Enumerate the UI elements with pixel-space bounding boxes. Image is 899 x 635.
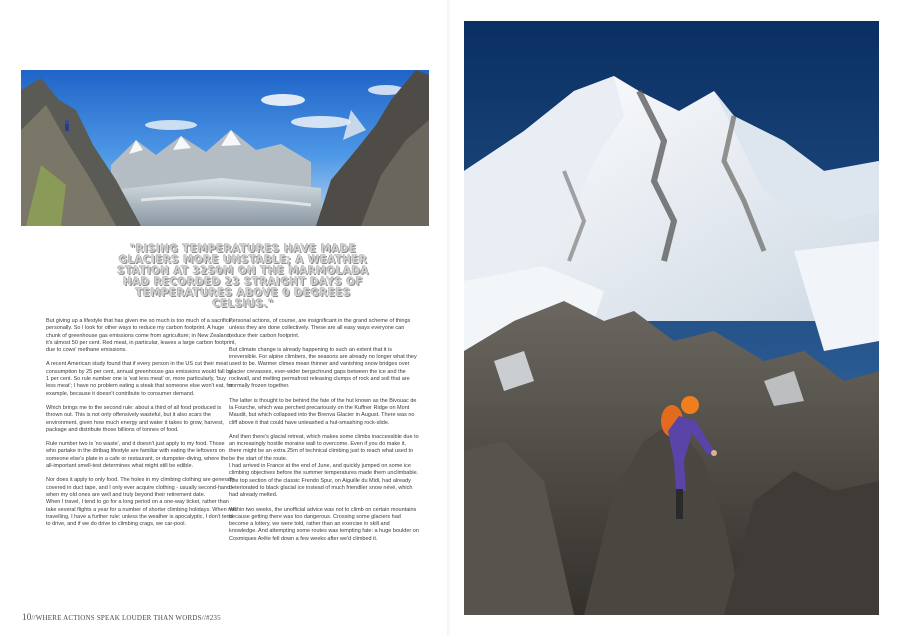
paragraph: And then there's glacial retreat, which makes some climbs inaccessible due to an increasingly hostile moraine wall to overcome. Even if you do make it, there might be an extra 25m of technical climbing just to reach what used to be the start of the route. xyxy=(229,433,419,462)
running-title: //WHERE ACTIONS SPEAK LOUDER THAN WORDS//#235 xyxy=(31,614,221,622)
article-column-left xyxy=(46,318,236,535)
paragraph: But climate change is already happening to such an extent that it is irreversible. For alpine climbers, the seasons are already no longer what they used to be. Warmer climes mean thinner and vanishing snow bridges over glacier crevasses, ever-wider bergschrund gaps between the ice and the rockwall, and melting permafrost releasing clumps of rock and soil that are normally frozen together. xyxy=(229,346,417,390)
paragraph: Which brings me to the second rule: about a third of all food produced is thrown out. This is not only offensively wasteful, but it also scars the environment, given how much energy and water it takes to grow, harvest, package and distribute those billions of tonnes of food. xyxy=(46,404,224,433)
page-footer xyxy=(22,612,221,622)
paragraph: I had arrived in France at the end of June, and quickly jumped on some ice climbing objectives before the summer temperatures made them unclimbable. The top section of the classic Frendo Spur, on Aiguille du Midi, had already deteriorated to black glacial ice instead of much friendlier snow névé, which had already melted. xyxy=(229,463,419,499)
paragraph: Rule number two is 'no waste', and it doesn't just apply to my food. Those who partake in the dirtbag lifestyle are familiar with eating the leftovers on someone else's plate in a cafe or restaurant, or dumpster-diving, where the all-important smell-test determines what might still be edible. xyxy=(46,441,229,470)
paragraph: Within two weeks, the unofficial advice was not to climb on certain mountains because getting there was too dangerous. Crossing some glaciers had become a lottery, we were told, rather than an exercise in skill and knowledge. And attempting some routes was tempting fate: a huge boulder on Cosmiques Arête fell down a few weeks after we'd climbed it. xyxy=(229,506,419,542)
article-column-right xyxy=(229,318,419,550)
pull-quote: "RISING TEMPERATURES HAVE MADE GLACIERS MORE UNSTABLE; A WEATHER STATION AT 3250M ON THE MARMOLADA HAD RECORDED 23 STRAIGHT DAYS OF TEMPERATURES ABOVE 0 DEGREES CELSIUS." xyxy=(117,243,369,310)
paragraph: When I travel, I tend to go for a long period on a one-way ticket, rather than take several flights a year for a number of shorter climbing holidays. When not travelling, I have a further rule: unless the weather is apocalyptic, I don't tend to drive, and if we do drive to climbing crags, we car-pool. xyxy=(46,499,236,528)
page-number: 10 xyxy=(22,612,32,622)
mont-blanc-climber-photo xyxy=(464,21,879,615)
paragraph: But giving up a lifestyle that has given me so much is too much of a sacrifice, personally. So I look for other ways to reduce my carbon footprint. A huge chunk of greenhouse gas emissions come from agriculture; in New Zealand, it's almost 50 per cent. Red meat, in particular, leaves a large carbon footprint, due to cows' methane emissions. xyxy=(46,318,236,354)
paragraph: The latter is thought to be behind the fate of the hut known as the Bivouac de la Fourche, which was perched precariously on the Kuffner Ridge on Mont Maudit, but which collapsed into the Brenva Glacier in August. There was no cliff above it that could have unleashed a hut-smashing rock-slide. xyxy=(229,397,417,426)
ridge-panorama-photo xyxy=(21,70,429,226)
paragraph: A recent American study found that if every person in the US cut their meat consumption by 25 per cent, annual greenhouse gas emissions would fall by 1 per cent. So rule number one is 'eat less meat' or, more particularly, 'buy less meat'; I have no problem eating a steak that someone else won't eat, for example, because it doesn't contribute to consumer demand. xyxy=(46,361,233,397)
paragraph: Personal actions, of course, are insignificant in the grand scheme of things unless they are done collectively. These are all easy ways everyone can reduce their carbon footprint. xyxy=(229,318,411,339)
page-gutter xyxy=(447,0,451,635)
paragraph: Nor does it apply to only food. The holes in my climbing clothing are generally covered in duct tape, and I only ever acquire clothing - usually second-hand - when my old ones are well and truly beyond their retirement date. xyxy=(46,477,235,498)
